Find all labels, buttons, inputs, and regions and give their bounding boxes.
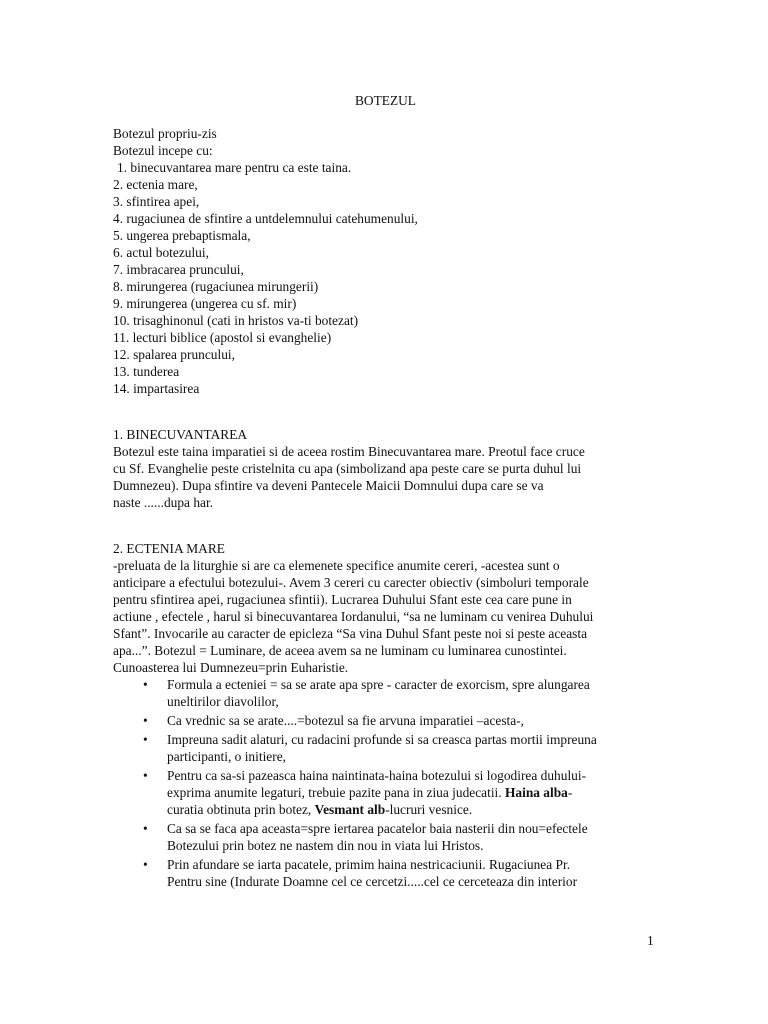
step-item: 10. trisaghinonul (cati in hristos va-ti botezat): [113, 313, 359, 328]
paragraph-line: Sfant”. Invocarile au caracter de epicleza “Sa vina Duhul Sfant peste noi si peste aceasta: [113, 626, 588, 641]
bullet-line: participanti, o initiere,: [167, 749, 286, 764]
bullet-item: [113, 676, 658, 710]
bullet-list: [113, 676, 658, 890]
section-binecuvantarea: [113, 426, 658, 511]
intro-line: Botezul propriu-zis: [113, 126, 217, 141]
bullet-line: Pentru sine (Indurate Doamne cel ce cercetzi.....cel ce cerceteaza din interior: [167, 874, 578, 889]
document-title: BOTEZUL: [355, 93, 416, 108]
bullet-line: uneltirilor diavolilor,: [167, 694, 279, 709]
bullet-item: [113, 767, 658, 818]
bullet-line: • Pentru ca sa-si pazeasca haina naintinata-haina botezului si logodirea duhului-: [167, 768, 587, 783]
intro-line: Botezul incepe cu:: [113, 143, 213, 158]
bullet-line: • Ca vrednic sa se arate....=botezul sa fie arvuna imparatiei –acesta-,: [167, 713, 525, 728]
intro: [113, 125, 658, 159]
paragraph-line: pentru sfintirea apei, rugaciunea sfintii). Lucrarea Duhului Sfant este cea care pune in: [113, 592, 572, 607]
bold-term-haina-alba: Haina alba: [504, 785, 568, 800]
step-item: 7. imbracarea pruncului,: [113, 262, 244, 277]
paragraph-line: anticipare a efectului botezului-. Avem 3 cereri cu carecter obiectiv (simboluri temporale: [113, 575, 589, 590]
step-item: 9. mirungerea (ungerea cu sf. mir): [113, 296, 297, 311]
paragraph-line: apa...”. Botezul = Luminare, de aceea avem sa ne luminam cu luminarea cunostintei.: [113, 643, 567, 658]
bullet-line: • Formula a ecteniei = sa se arate apa spre - caracter de exorcism, spre alungarea: [167, 677, 590, 692]
step-item: 14. impartasirea: [113, 381, 200, 396]
bullet-line: [167, 801, 658, 818]
step-item: 4. rugaciunea de sfintire a untdelemnului catehumenului,: [113, 211, 418, 226]
section-ectenia-mare: [113, 540, 658, 890]
paragraph-line: naste ......dupa har.: [113, 495, 214, 510]
step-item: 2. ectenia mare,: [113, 177, 198, 192]
step-item: 1. binecuvantarea mare pentru ca este taina.: [117, 160, 352, 175]
paragraph-line: -preluata de la liturghie si are ca elemenete specifice anumite cereri, -acestea sunt o: [113, 558, 560, 573]
bullet-line: • Prin afundare se iarta pacatele, primim haina nestricaciunii. Rugaciunea Pr.: [167, 857, 571, 872]
bullet-item: [113, 820, 658, 854]
bullet-line: • Ca sa se faca apa aceasta=spre iertarea pacatelor baia nasterii din nou=efectele: [167, 821, 588, 836]
paragraph-line: Dumnezeu). Dupa sfintire va deveni Pantecele Maicii Domnului dupa care se va: [113, 478, 544, 493]
step-item: 5. ungerea prebaptismala,: [113, 228, 251, 243]
section-heading: 1. BINECUVANTAREA: [113, 427, 248, 442]
bullet-item: [113, 731, 658, 765]
step-item: 6. actul botezului,: [113, 245, 209, 260]
paragraph-line: Cunoasterea lui Dumnezeu=prin Euharistie.: [113, 660, 349, 675]
text-run: exprima anumite legaturi, trebuie pazite pana in ziua judecatii.: [167, 785, 505, 800]
bullet-item: [113, 856, 658, 890]
step-item: 11. lecturi biblice (apostol si evanghelie): [113, 330, 332, 345]
step-item: 12. spalarea pruncului,: [113, 347, 235, 362]
section-heading: 2. ECTENIA MARE: [113, 541, 225, 556]
bullet-item: [113, 712, 658, 729]
paragraph-line: actiune , efectele , harul si binecuvantarea Iordanului, “sa ne luminam cu venirea Duhului: [113, 609, 594, 624]
page-number: 1: [647, 933, 654, 948]
paragraph-line: cu Sf. Evanghelie peste cristelnita cu apa (simbolizand apa peste care se purta duhul lui: [113, 461, 582, 476]
document-page: [113, 92, 658, 890]
bullet-line: • Impreuna sadit alaturi, cu radacini profunde si sa creasca partas mortii impreuna: [167, 732, 597, 747]
step-item: 8. mirungerea (rugaciunea mirungerii): [113, 279, 319, 294]
bullet-line: Botezului prin botez ne nastem din nou in viata lui Hristos.: [167, 838, 484, 853]
text-run: curatia obtinuta prin botez,: [167, 802, 315, 817]
text-run: -lucruri vesnice.: [385, 802, 473, 817]
step-item: 3. sfintirea apei,: [113, 194, 200, 209]
step-item: 13. tunderea: [113, 364, 180, 379]
steps-list: [113, 159, 658, 397]
bold-term-vesmant-alb: Vesmant alb: [314, 802, 386, 817]
paragraph-line: Botezul este taina imparatiei si de aceea rostim Binecuvantarea mare. Preotul face cruce: [113, 444, 585, 459]
bullet-line: [167, 784, 658, 801]
text-run: -: [567, 785, 573, 800]
